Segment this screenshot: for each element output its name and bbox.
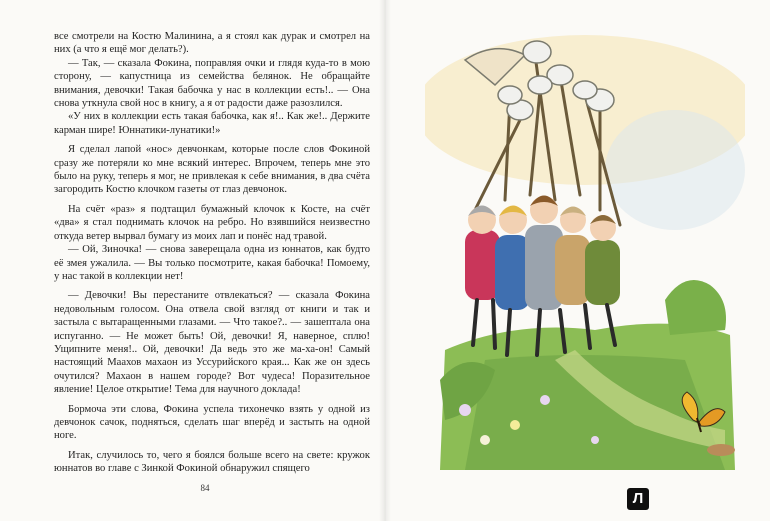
- paragraph: На счёт «раз» я подтащил бумажный клочок к Косте, на счёт «два» я стал поднимать клочок на ребро. Но взявшийся неизвестно откуда ветер вырвал бумагу из моих лап и понёс над травой.: [54, 203, 370, 242]
- paragraph: — Так, — сказала Фокина, поправляя очки и глядя куда-то в мою сторону, — капустница из семейства белянок. Не обращайте внимания, девочки! Такая бабочка у нас в коллекции есть!.. — Она снова уткнула свой нос в книгу, а я от радости даже разозлился.: [54, 57, 370, 110]
- child-body: [585, 240, 620, 305]
- flower: [540, 395, 550, 405]
- child-body: [555, 235, 590, 305]
- net-hoop: [498, 86, 522, 104]
- child-body: [465, 230, 500, 300]
- child-body: [495, 235, 530, 310]
- sky-wash-blue: [605, 110, 745, 230]
- flower: [510, 420, 520, 430]
- page-number: 84: [200, 483, 210, 493]
- flower: [480, 435, 490, 445]
- paragraph: Я сделал лапой «нос» девчонкам, которые после слов Фокиной сразу же потеряли ко мне всякий интерес. Впрочем, теперь мне это было на руку, теперь я мог, не привлекая к себе внимания, в два счёта загородить Костю клочком газеты от глаз девчонок.: [54, 144, 370, 196]
- paragraph: — Девочки! Вы перестаните отвлекаться? — сказала Фокина недовольным голосом. Она отвела свой взгляд от книги и так и застыла с вытаращенными глазами. — Что такое?.. — зашептала она испуганно. — Не может быть! Ой, девочки! Я, наверное, сплю! Ущипните меня!.. Ой, девочки! Да ведь это же ма-ха-он! Самый настоящий Маахов махаон из Уссурийского края... Как же он здесь очутился? Махаон в нашем городе? Вот чудеса! Поразительное явление! Целое открытие! Тема для научного доклада!: [54, 290, 370, 396]
- paragraph: Бормоча эти слова, Фокина успела тихонечко взять у одной из девчонок сачок, подняться, сделать шаг вперёд и застыть на одной ноге.: [54, 403, 370, 442]
- flower: [459, 404, 471, 416]
- child-leg: [473, 300, 477, 345]
- bush-right: [665, 280, 726, 335]
- paragraph: — Ой, Зиночка! — снова заверещала одна из юннатов, как будто её змея ужалила. — Вы только посмотрите, какая бабочка! Помоему, у нас такой в коллекции нет!: [54, 244, 370, 282]
- left-page-text: [54, 30, 370, 476]
- paragraph: Итак, случилось то, чего я боялся больше всего на свете: кружок юннатов во главе с Зинкой Фокиной обнаружил спящего: [54, 449, 370, 475]
- flower: [591, 436, 599, 444]
- net-hoop: [528, 76, 552, 94]
- book-illustration: [425, 30, 745, 470]
- net-hoop: [573, 81, 597, 99]
- paragraph: «У них в коллекции есть такая бабочка, как я!.. Как же!.. Держите карман шире! Юннатики-лунатики!»: [54, 111, 370, 136]
- paragraph: все смотрели на Костю Малинина, а я стоял как дурак и смотрел на них (а что я ещё мог делать?).: [54, 31, 370, 56]
- book-gutter-shadow: [379, 0, 391, 521]
- net-hoop: [523, 41, 551, 63]
- child-leg: [493, 300, 495, 348]
- publisher-logo: Л: [627, 488, 649, 510]
- rock: [707, 444, 735, 456]
